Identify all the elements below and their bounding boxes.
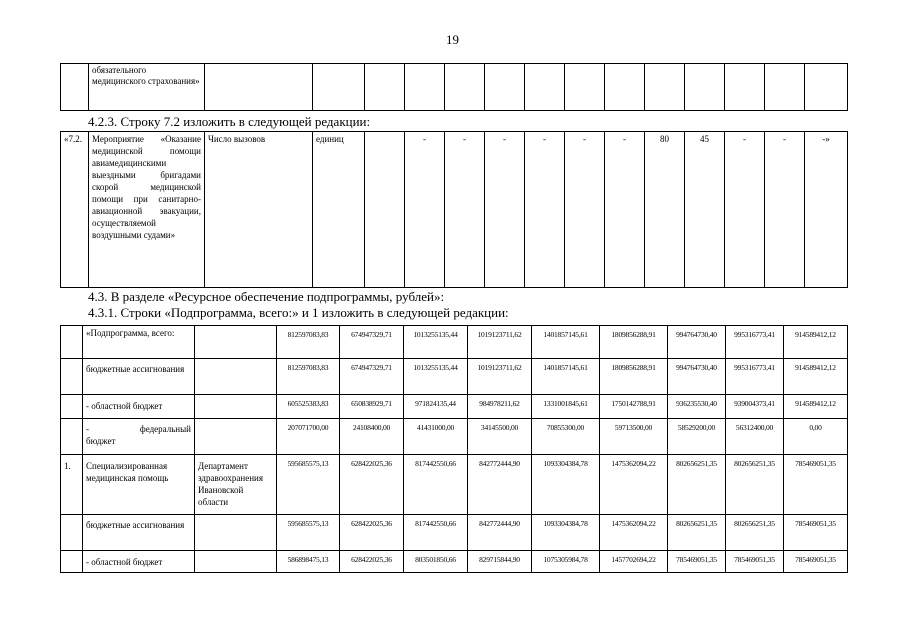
cell-name: обязательного медицинского страхования»	[89, 64, 205, 111]
cell-value: 914589412,12	[784, 359, 848, 395]
cell-value: 802656251,35	[668, 515, 726, 551]
cell-value: 1331001845,61	[532, 395, 600, 419]
cell-value: 1019123711,62	[468, 359, 532, 395]
cell-value: -	[525, 132, 565, 288]
cell-value: 1401857145,61	[532, 326, 600, 359]
cell-value: 1809856288,91	[600, 326, 668, 359]
cell-value: 674947329,71	[340, 326, 404, 359]
cell-value: 1075305984,78	[532, 551, 600, 573]
cell-value: 58529200,00	[668, 419, 726, 455]
table-row	[61, 132, 848, 288]
cell-value: 1093304384,78	[532, 455, 600, 515]
cell-name: - областной бюджет	[83, 551, 195, 573]
cell-name-federal: федеральный	[139, 424, 191, 434]
cell-value: 56312400,00	[726, 419, 784, 455]
cell-value: 595685575,13	[277, 515, 340, 551]
cell-value: 785469051,35	[784, 455, 848, 515]
cell-value: 1019123711,62	[468, 326, 532, 359]
cell-value: 785469051,35	[784, 515, 848, 551]
cell-value: 785469051,35	[726, 551, 784, 573]
cell-name-budget: бюджет	[86, 436, 116, 446]
table-row	[61, 326, 848, 359]
cell-value: 802656251,35	[668, 455, 726, 515]
cell-value: 1013255135,44	[404, 326, 468, 359]
heading-4-3-1: 4.3.1. Строки «Подпрограмма, всего:» и 1 изложить в следующей редакции:	[88, 305, 509, 320]
cell-value: -	[605, 132, 645, 288]
cell-name: бюджетные ассигнования	[83, 515, 195, 551]
cell-num: «7.2.	[61, 132, 89, 288]
table-row	[61, 551, 848, 573]
table-row	[61, 359, 848, 395]
table-row	[61, 515, 848, 551]
cell-value: 812597083,83	[277, 359, 340, 395]
cell-value: 936235530,40	[668, 395, 726, 419]
page-number: 19	[446, 32, 459, 47]
cell-value: 207071700,00	[277, 419, 340, 455]
table-continuation	[60, 63, 848, 111]
cell-value: -	[725, 132, 765, 288]
cell-executor	[195, 395, 277, 419]
cell-value: 1475362094,22	[600, 515, 668, 551]
cell-value: 802656251,35	[726, 455, 784, 515]
cell-name: Специализированная медицинская помощь	[83, 455, 195, 515]
heading-4-2-3: 4.2.3. Строку 7.2 изложить в следующей редакции:	[88, 114, 371, 129]
cell-value: 994764730,40	[668, 359, 726, 395]
cell-value: 59713500,00	[600, 419, 668, 455]
cell-value: 1809856288,91	[600, 359, 668, 395]
cell-value: -	[765, 132, 805, 288]
cell-value: 802656251,35	[726, 515, 784, 551]
cell-value: 0,00	[784, 419, 848, 455]
cell-value: 817442550,66	[404, 455, 468, 515]
cell-value: 70855300,00	[532, 419, 600, 455]
cell-value: 785469051,35	[784, 551, 848, 573]
cell-value: 650838929,71	[340, 395, 404, 419]
table-row	[61, 395, 848, 419]
cell-executor	[195, 551, 277, 573]
cell-value: 842772444,90	[468, 515, 532, 551]
cell-value: 812597083,83	[277, 326, 340, 359]
cell-value: 1750142788,91	[600, 395, 668, 419]
table-row	[61, 455, 848, 515]
cell-value: -	[485, 132, 525, 288]
cell-value: 80	[645, 132, 685, 288]
cell-value: 595685575,13	[277, 455, 340, 515]
cell-value: 1475362094,22	[600, 455, 668, 515]
cell-value: 829715844,90	[468, 551, 532, 573]
cell-value: 939004373,41	[726, 395, 784, 419]
cell-value: 605525383,83	[277, 395, 340, 419]
cell-value: 41431000,00	[404, 419, 468, 455]
cell-unit: единиц	[313, 132, 365, 288]
cell-executor: Департамент здравоохранения Ивановской области	[195, 455, 277, 515]
cell-value: 1013255135,44	[404, 359, 468, 395]
cell-value: 817442550,66	[404, 515, 468, 551]
cell-value: 34145500,00	[468, 419, 532, 455]
cell-value: 995316773,41	[726, 326, 784, 359]
cell-value: 628422025,36	[340, 455, 404, 515]
cell-executor	[195, 515, 277, 551]
cell-name-dash: -	[86, 424, 89, 434]
cell-value: 842772444,90	[468, 455, 532, 515]
cell-value: -»	[805, 132, 848, 288]
cell-value: 628422025,36	[340, 551, 404, 573]
cell-indicator: Число вызовов	[205, 132, 313, 288]
heading-4-3: 4.3. В разделе «Ресурсное обеспечение подпрограммы, рублей»:	[88, 289, 445, 304]
table-resources	[60, 325, 848, 573]
cell-value: 586898475,13	[277, 551, 340, 573]
cell-num: 1.	[61, 455, 83, 515]
table-row-7-2	[60, 131, 848, 288]
cell-executor	[195, 419, 277, 455]
table-row	[61, 64, 848, 111]
cell-value: 1093304384,78	[532, 515, 600, 551]
cell-name: Мероприятие «Оказание медицинской помощи авиамедицинскими выездными бригадами скорой медицинской помощи при санитарно-авиационной эвакуации, осуществляемой воздушными судами»	[89, 132, 205, 288]
cell-executor	[195, 359, 277, 395]
cell-value: -	[405, 132, 445, 288]
cell-value: 994764730,40	[668, 326, 726, 359]
cell-value: 803501850,66	[404, 551, 468, 573]
cell-value: 45	[685, 132, 725, 288]
cell-value: 914589412,12	[784, 395, 848, 419]
cell-value: -	[445, 132, 485, 288]
cell-value: 1457702694,22	[600, 551, 668, 573]
cell-value: 995316773,41	[726, 359, 784, 395]
cell-value: 971824135,44	[404, 395, 468, 419]
cell-value: 674947329,71	[340, 359, 404, 395]
cell-name	[83, 419, 195, 455]
cell-name: «Подпрограмма, всего:	[83, 326, 195, 359]
cell-value: 785469051,35	[668, 551, 726, 573]
cell-value: 628422025,36	[340, 515, 404, 551]
cell-value: 24108400,00	[340, 419, 404, 455]
cell-value: 1401857145,61	[532, 359, 600, 395]
cell-name: - областной бюджет	[83, 395, 195, 419]
cell-value: 914589412,12	[784, 326, 848, 359]
cell-name: бюджетные ассигнования	[83, 359, 195, 395]
cell-executor	[195, 326, 277, 359]
cell-value: -	[565, 132, 605, 288]
table-row	[61, 419, 848, 455]
cell-value: 984978211,62	[468, 395, 532, 419]
